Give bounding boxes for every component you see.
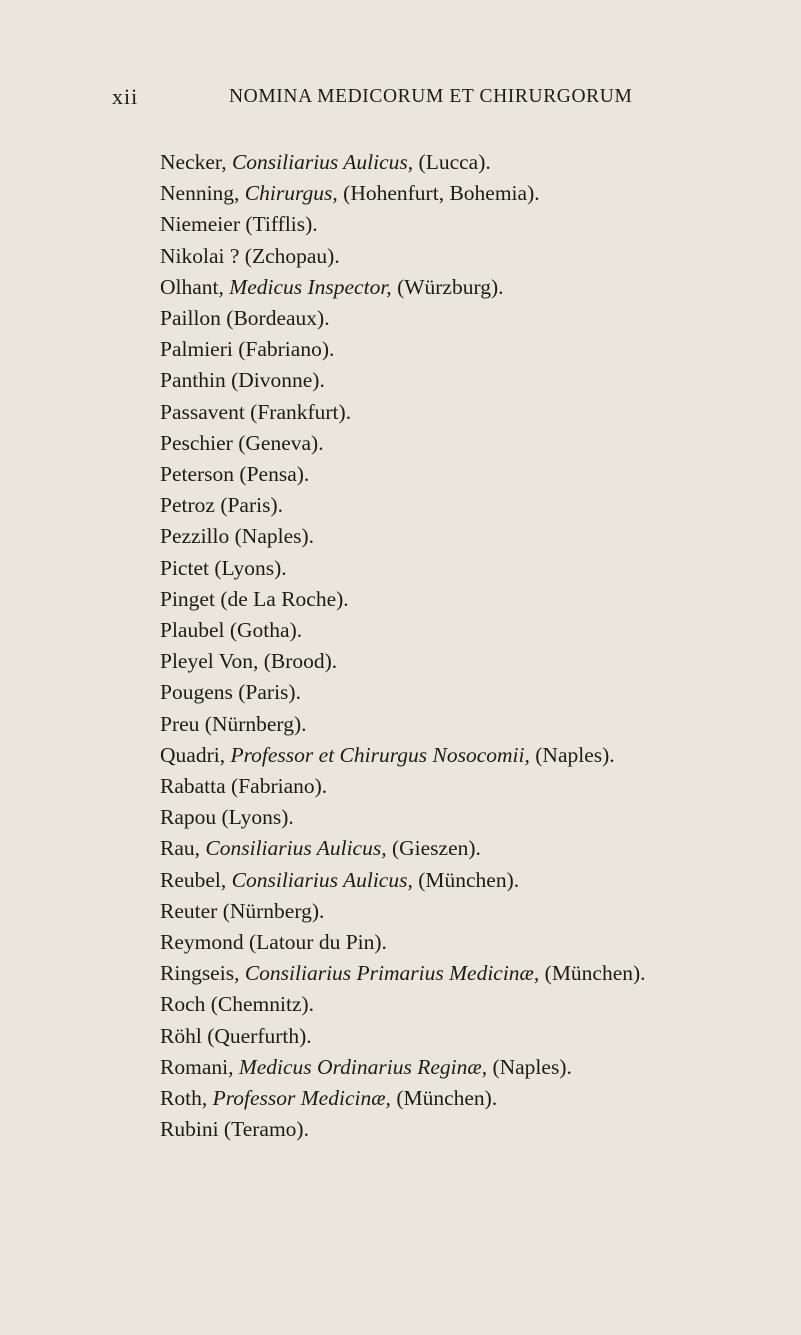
entry-name: Rubini [160, 1117, 219, 1142]
entry-place: (de La Roche). [220, 586, 349, 611]
list-item [160, 958, 780, 989]
list-item [160, 1083, 780, 1114]
list-item [160, 178, 780, 209]
list-item [160, 1052, 780, 1083]
entry-place: (Naples). [492, 1054, 572, 1079]
entry-place: (Fabriano). [238, 337, 335, 362]
entry-place: (Bordeaux). [226, 306, 330, 331]
entry-name: Quadri, [160, 742, 226, 767]
entry-title: Professor Medicinæ, [212, 1086, 391, 1111]
list-item [160, 428, 780, 459]
entry-place: (Latour du Pin). [248, 930, 387, 955]
entry-name: Plaubel [160, 618, 225, 643]
entry-name: Petroz [160, 493, 215, 518]
entry-name: Nenning, [160, 181, 240, 206]
entry-name: Passavent [160, 399, 245, 424]
entry-place: (Nürnberg). [204, 711, 307, 736]
list-item [160, 553, 780, 584]
list-item [160, 989, 780, 1020]
list-item [160, 927, 780, 958]
entry-name: Niemeier [160, 212, 240, 237]
entry-place: (München). [396, 1086, 498, 1111]
list-item [160, 209, 780, 240]
entry-name: Röhl [160, 1023, 202, 1048]
list-item [160, 521, 780, 552]
entry-place: (Divonne). [231, 368, 325, 393]
list-item [160, 241, 780, 272]
entry-place: (Brood). [263, 649, 338, 674]
list-item [160, 459, 780, 490]
entry-place: (Zchopau). [244, 243, 340, 268]
entry-name: Rapou [160, 805, 217, 830]
running-head: NOMINA MEDICORUM ET CHIRURGORUM [229, 86, 633, 107]
list-item [160, 771, 780, 802]
list-item [160, 147, 780, 178]
entry-name: Reymond [160, 930, 244, 955]
entry-title: Consiliarius Primarius Medicinæ, [244, 961, 540, 986]
list-item [160, 1114, 780, 1145]
entry-name: Peterson [160, 462, 235, 487]
entry-name: Roch [160, 992, 206, 1017]
list-item [160, 865, 780, 896]
entry-place: (Lyons). [221, 805, 294, 830]
entry-place: (Nürnberg). [222, 898, 325, 923]
entry-title: Medicus Inspector, [229, 274, 392, 299]
entry-title: Consiliarius Aulicus, [231, 867, 413, 892]
entry-name: Romani, [160, 1054, 234, 1079]
entry-name: Palmieri [160, 337, 233, 362]
list-item [160, 740, 780, 771]
entry-name: Olhant, [160, 274, 224, 299]
entry-place: (Paris). [220, 493, 284, 518]
list-item [160, 490, 780, 521]
entry-place: (Gotha). [229, 618, 303, 643]
entry-place: (Gieszen). [391, 836, 481, 861]
list-item [160, 709, 780, 740]
entry-place: (München). [544, 961, 646, 986]
entry-title: Professor et Chirurgus Nosocomii, [230, 742, 530, 767]
list-item [160, 896, 780, 927]
entry-title: Chirurgus, [244, 181, 338, 206]
entry-place: (Teramo). [223, 1117, 309, 1142]
entry-place: (Hohenfurt, Bohemia). [343, 181, 540, 206]
entry-place: (Querfurth). [207, 1023, 312, 1048]
entry-name: Roth, [160, 1086, 208, 1111]
entry-place: (Würzburg). [397, 274, 504, 299]
entry-name: Preu [160, 711, 200, 736]
entry-place: (Frankfurt). [250, 399, 352, 424]
entry-place: (Naples). [535, 742, 615, 767]
list-item [160, 584, 780, 615]
entry-name: Pougens [160, 680, 233, 705]
entry-title: Consiliarius Aulicus, [205, 836, 387, 861]
entry-name: Reuter [160, 898, 218, 923]
entry-place: (München). [418, 867, 520, 892]
page-header [0, 84, 801, 124]
entry-name: Peschier [160, 430, 233, 455]
entry-place: (Fabriano). [231, 774, 328, 799]
entry-title: Medicus Ordinarius Reginæ, [238, 1054, 488, 1079]
list-item [160, 802, 780, 833]
entry-name: Rau, [160, 836, 201, 861]
list-item [160, 677, 780, 708]
entry-name: Pleyel Von, [160, 649, 259, 674]
entry-name: Rabatta [160, 774, 226, 799]
entry-place: (Geneva). [238, 430, 324, 455]
entry-place: (Chemnitz). [210, 992, 315, 1017]
list-item [160, 615, 780, 646]
list-item [160, 334, 780, 365]
entry-place: (Lyons). [214, 555, 287, 580]
entry-place: (Naples). [234, 524, 315, 549]
list-item [160, 1021, 780, 1052]
list-item [160, 272, 780, 303]
entry-place: (Paris). [238, 680, 301, 705]
list-item [160, 303, 780, 334]
entry-name: Pictet [160, 555, 209, 580]
list-item [160, 365, 780, 396]
entry-name: Paillon [160, 306, 221, 331]
entry-name: Ringseis, [160, 961, 240, 986]
list-item [160, 833, 780, 864]
entry-name: Pinget [160, 586, 215, 611]
list-item [160, 397, 780, 428]
list-item [160, 646, 780, 677]
entry-name: Reubel, [160, 867, 227, 892]
entry-name: Panthin [160, 368, 226, 393]
entry-title: Consiliarius Aulicus, [231, 150, 414, 174]
entry-name: Pezzillo [160, 524, 230, 549]
page-number: xii [112, 84, 139, 109]
entry-name: Necker, [160, 150, 227, 174]
name-list [160, 147, 780, 1146]
entry-place: (Lucca). [418, 150, 491, 174]
entry-place: (Tifflis). [245, 212, 318, 237]
entry-name: Nikolai ? [160, 243, 240, 268]
entry-place: (Pensa). [239, 462, 310, 487]
